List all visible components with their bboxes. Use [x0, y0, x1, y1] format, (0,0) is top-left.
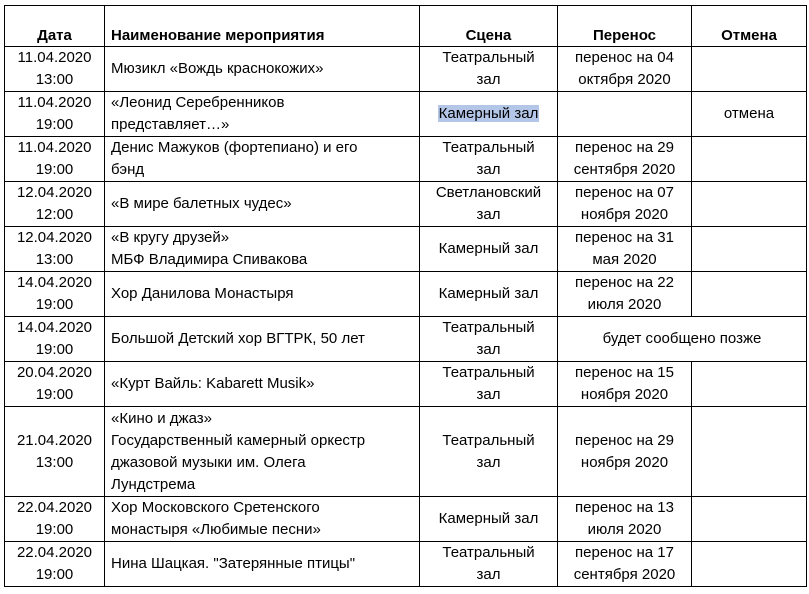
- table-row: [5, 182, 807, 227]
- event-title-text: «В мире балетных чудес»: [111, 195, 292, 212]
- events-table: [4, 5, 807, 587]
- event-title-text: Денис Мажуков (фортепиано) и его: [111, 139, 358, 156]
- date-cell: [5, 497, 105, 542]
- event-title-cell: [105, 362, 420, 407]
- table-row: [5, 137, 807, 182]
- cancel-cell: [692, 47, 807, 92]
- scene-text: зал: [476, 161, 501, 178]
- postpone-cell: [558, 362, 692, 407]
- scene-cell: [420, 317, 558, 362]
- date-text: 13:00: [35, 453, 74, 471]
- scene-text: Театральный: [442, 139, 535, 156]
- event-title-text: Хор Данилова Монастыря: [111, 285, 294, 302]
- date-cell: [5, 362, 105, 407]
- postpone-cell: [558, 92, 692, 137]
- postpone-text: перенос на 07: [575, 184, 674, 201]
- scene-text: Светлановский: [435, 184, 542, 201]
- date-text: 13:00: [35, 251, 74, 268]
- event-title-text: бэнд: [111, 161, 145, 178]
- postpone-text: ноября 2020: [580, 386, 669, 403]
- date-text: 19:00: [35, 341, 74, 358]
- date-text: 21.04.2020: [16, 431, 93, 449]
- date-text: 19:00: [35, 296, 74, 313]
- event-title-cell: [105, 47, 420, 92]
- date-text: 11.04.2020: [17, 94, 92, 111]
- scene-text: Камерный зал: [438, 285, 539, 302]
- scene-cell: [420, 92, 558, 137]
- postpone-cell: [558, 182, 692, 227]
- date-text: 19:00: [35, 386, 74, 403]
- cancel-cell: [692, 362, 807, 407]
- postpone-text: перенос на 22: [575, 274, 674, 291]
- postpone-cell: [558, 542, 692, 587]
- scene-text: Театральный: [442, 544, 535, 561]
- postpone-cell: [558, 227, 692, 272]
- event-title-text: «В кругу друзей»: [111, 229, 230, 246]
- date-cell: [5, 92, 105, 137]
- scene-text: зал: [476, 453, 501, 471]
- postpone-text: мая 2020: [592, 251, 657, 268]
- event-title-cell: [105, 407, 420, 497]
- event-title-cell: [105, 542, 420, 587]
- event-title-text: монастыря «Любимые песни»: [111, 521, 321, 538]
- postpone-text: перенос на 29: [575, 139, 674, 156]
- scene-cell: [420, 407, 558, 497]
- scene-cell: [420, 227, 558, 272]
- postpone-text: перенос на 04: [575, 49, 674, 66]
- scene-text: Камерный зал: [438, 240, 539, 257]
- scene-text: Камерный зал: [438, 510, 539, 527]
- header-title: Наименование мероприятия: [105, 6, 420, 47]
- event-title-text: «Курт Вайль: Kabarett Musik»: [111, 375, 315, 392]
- table-row: [5, 47, 807, 92]
- date-cell: [5, 542, 105, 587]
- table-row: [5, 497, 807, 542]
- event-title-text: «Леонид Серебренников: [111, 94, 285, 111]
- event-title-cell: [105, 137, 420, 182]
- event-title-text: Государственный камерный оркестр: [111, 431, 366, 449]
- scene-text: зал: [476, 566, 501, 583]
- scene-text: Театральный: [442, 431, 535, 449]
- date-text: 14.04.2020: [16, 319, 93, 336]
- event-title-text: МБФ Владимира Спивакова: [111, 251, 308, 268]
- date-cell: [5, 47, 105, 92]
- date-text: 19:00: [35, 116, 74, 133]
- scene-text: зал: [476, 341, 501, 358]
- postpone-text: перенос на 31: [575, 229, 674, 246]
- postpone-cell: [558, 407, 692, 497]
- table-row: [5, 92, 807, 137]
- date-text: 12.04.2020: [16, 184, 93, 201]
- table-row: [5, 542, 807, 587]
- scene-cell: [420, 272, 558, 317]
- event-title-text: джазовой музыки им. Олега: [111, 453, 306, 471]
- event-title-cell: [105, 182, 420, 227]
- date-text: 19:00: [35, 521, 74, 538]
- header-cancel: Отмена: [692, 6, 807, 47]
- event-title-text: Хор Московского Сретенского: [111, 499, 320, 516]
- date-cell: [5, 227, 105, 272]
- postpone-text: сентября 2020: [573, 566, 676, 583]
- event-title-cell: [105, 272, 420, 317]
- event-title-cell: [105, 317, 420, 362]
- table-row: [5, 407, 807, 497]
- date-text: 14.04.2020: [16, 274, 93, 291]
- date-text: 13:00: [35, 71, 74, 88]
- date-text: 11.04.2020: [17, 49, 92, 66]
- postpone-text: перенос на 13: [575, 499, 674, 516]
- postpone-cell: [558, 272, 692, 317]
- cancel-cell: [692, 272, 807, 317]
- date-text: 12:00: [35, 206, 74, 223]
- event-title-cell: [105, 497, 420, 542]
- date-cell: [5, 182, 105, 227]
- event-title-text: Нина Шацкая. "Затерянные птицы": [111, 555, 356, 572]
- scene-text: зал: [476, 71, 501, 88]
- postpone-text: июля 2020: [587, 521, 662, 538]
- date-cell: [5, 272, 105, 317]
- date-text: 12.04.2020: [16, 229, 93, 246]
- scene-cell: [420, 497, 558, 542]
- table-row: [5, 362, 807, 407]
- scene-cell: [420, 137, 558, 182]
- date-text: 20.04.2020: [16, 364, 93, 381]
- header-scene: Сцена: [420, 6, 558, 47]
- postpone-cell: [558, 47, 692, 92]
- postpone-cell: [558, 497, 692, 542]
- scene-cell: [420, 47, 558, 92]
- event-title-text: представляет…»: [111, 116, 230, 133]
- cancel-cell: [692, 497, 807, 542]
- cancel-cell: [692, 542, 807, 587]
- date-text: 22.04.2020: [16, 544, 93, 561]
- event-title-text: Большой Детский хор ВГТРК, 50 лет: [111, 330, 365, 347]
- status-cell: [558, 317, 807, 362]
- date-text: 19:00: [35, 566, 74, 583]
- header-move: Перенос: [558, 6, 692, 47]
- postpone-text: перенос на 17: [575, 544, 674, 561]
- scene-text: Театральный: [442, 319, 535, 336]
- header-row: [5, 6, 807, 47]
- event-title-text: Мюзикл «Вождь краснокожих»: [111, 60, 324, 77]
- cancel-cell: [692, 92, 807, 137]
- date-text: 11.04.2020: [17, 139, 92, 156]
- header-date: Дата: [5, 6, 105, 47]
- date-cell: [5, 317, 105, 362]
- scene-text: Театральный: [442, 364, 535, 381]
- date-cell: [5, 137, 105, 182]
- cancel-cell: [692, 137, 807, 182]
- scene-text: Камерный зал: [438, 105, 539, 122]
- postpone-text: перенос на 15: [575, 364, 674, 381]
- postpone-cell: [558, 137, 692, 182]
- postpone-text: перенос на 29: [575, 431, 674, 449]
- scene-text: зал: [476, 206, 501, 223]
- date-cell: [5, 407, 105, 497]
- postpone-text: ноября 2020: [580, 453, 669, 471]
- table-row: [5, 272, 807, 317]
- cancel-cell: [692, 227, 807, 272]
- postpone-text: ноября 2020: [580, 206, 669, 223]
- scene-cell: [420, 182, 558, 227]
- scene-text: зал: [476, 386, 501, 403]
- scene-cell: [420, 542, 558, 587]
- postpone-text: октября 2020: [578, 71, 671, 88]
- event-title-cell: [105, 92, 420, 137]
- event-title-text: «Кино и джаз»: [111, 409, 212, 427]
- table-row: [5, 317, 807, 362]
- postpone-text: июля 2020: [587, 296, 662, 313]
- date-text: 19:00: [35, 161, 74, 178]
- status-text: будет сообщено позже: [602, 330, 762, 347]
- cancel-text: отмена: [723, 105, 775, 122]
- scene-text: Театральный: [442, 49, 535, 66]
- postpone-text: сентября 2020: [573, 161, 676, 178]
- scene-cell: [420, 362, 558, 407]
- table-row: [5, 227, 807, 272]
- cancel-cell: [692, 182, 807, 227]
- event-title-cell: [105, 227, 420, 272]
- date-text: 22.04.2020: [16, 499, 93, 516]
- event-title-text: Лундстрема: [111, 475, 196, 493]
- cancel-cell: [692, 407, 807, 497]
